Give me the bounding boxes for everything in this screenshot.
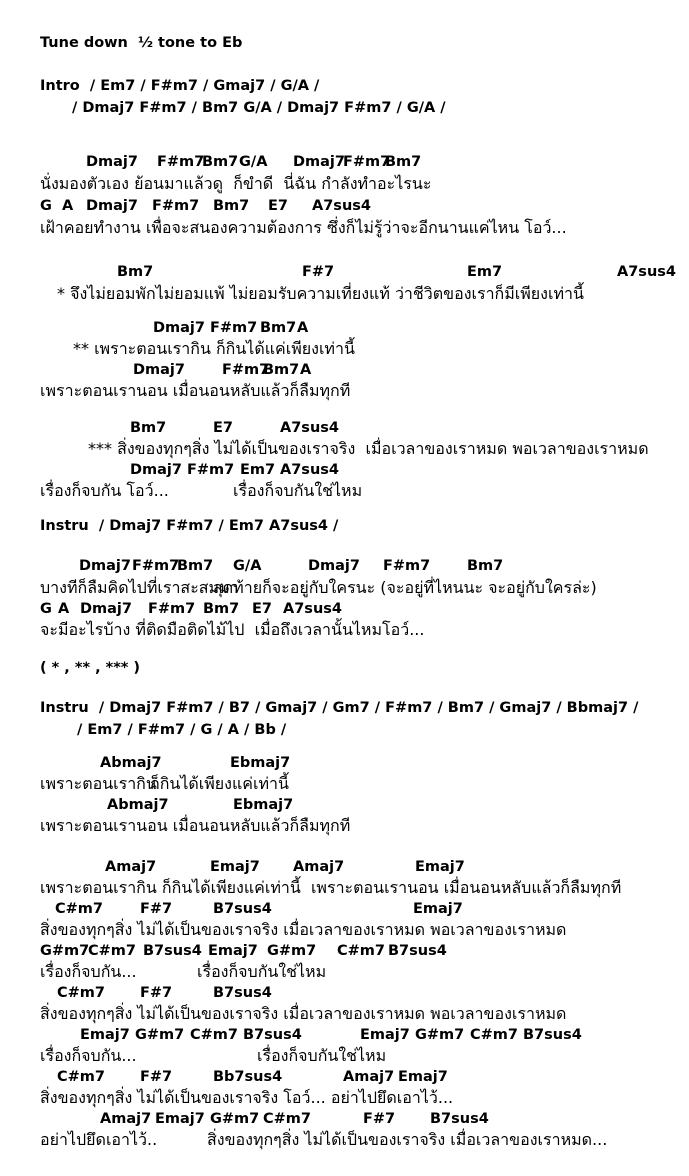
- chord-token: Bm7: [117, 264, 154, 280]
- text-segment: Intro / Em7 / F#m7 / Gmaj7 / G/A /: [40, 78, 320, 94]
- chord-token: G#m7: [135, 1027, 185, 1043]
- chord-token: C#m7: [190, 1027, 238, 1043]
- text-segment: สุดท้ายก็จะอยู่กับใครนะ (จะอยู่ที่ไหนนะ จะอยู่กับใครล่ะ): [213, 578, 597, 597]
- chord-token: C#m7: [337, 943, 385, 959]
- chord-token: C#m7: [88, 943, 136, 959]
- chord-token: Emaj7: [210, 859, 260, 875]
- chord-token: Ebmaj7: [233, 797, 294, 813]
- text-segment: ก็กินได้เพียงแค่เท่านี้: [150, 774, 289, 793]
- text-segment: เฝ้าคอยทำงาน เพื่อจะสนองความต้องการ ซึ่งก็ไม่รู้ว่าจะอีกนานแค่ไหน โอว์...: [40, 218, 567, 237]
- text-segment: เพราะตอนเรานอน เมื่อนอนหลับแล้วก็ลืมทุกที: [40, 381, 351, 400]
- chord-token: Emaj7: [398, 1069, 448, 1085]
- text-segment: เรื่องก็จบกันใช่ไหม: [197, 962, 327, 981]
- chord-token: Emaj7: [415, 859, 465, 875]
- chord-token: B7sus4: [213, 901, 272, 917]
- chord-token: Amaj7: [105, 859, 157, 875]
- text-segment: เรื่องก็จบกันใช่ไหม: [233, 481, 363, 500]
- chord-token: E7: [268, 198, 288, 214]
- chord-token: E7: [252, 601, 272, 617]
- chord-token: B7sus4: [243, 1027, 302, 1043]
- chord-token: A7sus4: [280, 420, 339, 436]
- text-segment: ( * , ** , *** ): [40, 660, 141, 676]
- chord-token: F#m7: [152, 198, 200, 214]
- chord-token: Amaj7: [343, 1069, 395, 1085]
- chord-token: G/A: [233, 558, 262, 574]
- chord-token: F#7: [363, 1111, 396, 1127]
- chord-token: E7: [213, 420, 233, 436]
- chord-token: Dmaj7: [293, 154, 345, 170]
- chord-token: G: [40, 601, 52, 617]
- chord-token: B7sus4: [430, 1111, 489, 1127]
- chord-token: F#m7: [222, 362, 270, 378]
- text-segment: สิ่งของทุกๆสิ่ง ไม่ได้เป็นของเราจริง โอว์... อย่าไปยึดเอาไว้...: [40, 1088, 454, 1107]
- text-segment: เพราะตอนเรานอน เมื่อนอนหลับแล้วก็ลืมทุกที: [40, 816, 351, 835]
- text-segment: เรื่องก็จบกัน...: [40, 1046, 137, 1065]
- text-segment: บางทีก็ลืมคิดไปที่เราสะสมมา: [40, 578, 239, 597]
- chord-token: Bm7: [467, 558, 504, 574]
- chord-token: A7sus4: [312, 198, 371, 214]
- chord-token: Dmaj7: [133, 362, 185, 378]
- chord-token: A: [300, 362, 312, 378]
- text-segment: ** เพราะตอนเรากิน ก็กินได้แค่เพียงเท่านี้: [73, 339, 355, 358]
- text-segment: เรื่องก็จบกัน...: [40, 962, 137, 981]
- chord-token: Bm7: [260, 320, 297, 336]
- chord-token: C#m7: [470, 1027, 518, 1043]
- text-segment: เรื่องก็จบกันใช่ไหม: [257, 1046, 387, 1065]
- chord-token: F#m7: [210, 320, 258, 336]
- chord-token: Emaj7: [80, 1027, 130, 1043]
- text-segment: สิ่งของทุกๆสิ่ง ไม่ได้เป็นของเราจริง เมื่อเวลาของเราหมด...: [207, 1130, 608, 1149]
- chord-token: Bm7: [130, 420, 167, 436]
- text-segment: / Dmaj7 F#m7 / Bm7 G/A / Dmaj7 F#m7 / G/A /: [72, 100, 446, 116]
- text-segment: จะมีอะไรบ้าง ที่ติดมือติดไม้ไป เมื่อถึงเวลานั้นไหมโอว์...: [40, 620, 425, 639]
- chord-token: C#m7: [263, 1111, 311, 1127]
- text-segment: * จึงไม่ยอมพักไม่ยอมแพ้ ไม่ยอมรับความเที่ยงแท้ ว่าชีวิตของเราก็มีเพียงเท่านี้: [57, 284, 584, 303]
- chord-token: C#m7: [57, 1069, 105, 1085]
- chord-token: G#m7: [267, 943, 317, 959]
- text-segment: Instru / Dmaj7 F#m7 / B7 / Gmaj7 / Gm7 / F#m7 / Bm7 / Gmaj7 / Bbmaj7 /: [40, 700, 639, 716]
- text-segment: สิ่งของทุกๆสิ่ง ไม่ได้เป็นของเราจริง เมื่อเวลาของเราหมด พอเวลาของเราหมด: [40, 1004, 567, 1023]
- text-segment: อย่าไปยึดเอาไว้..: [40, 1130, 158, 1149]
- chord-token: F#m7: [148, 601, 196, 617]
- chord-token: Dmaj7: [86, 198, 138, 214]
- text-segment: เรื่องก็จบกัน โอว์...: [40, 481, 169, 500]
- chord-token: B7sus4: [523, 1027, 582, 1043]
- chord-token: Emaj7: [360, 1027, 410, 1043]
- chord-token: F#7: [140, 1069, 173, 1085]
- chord-token: F#m7: [157, 154, 205, 170]
- chord-token: F#m7: [383, 558, 431, 574]
- chord-token: Ebmaj7: [230, 755, 291, 771]
- text-segment: Tune down ½ tone to Eb: [40, 35, 243, 51]
- chord-token: G#m7: [40, 943, 90, 959]
- chord-token: Emaj7: [413, 901, 463, 917]
- chord-token: Bm7: [385, 154, 422, 170]
- chord-token: G: [40, 198, 52, 214]
- chord-token: Em7: [467, 264, 503, 280]
- chord-token: Emaj7: [155, 1111, 205, 1127]
- chord-token: C#m7: [55, 901, 103, 917]
- chord-token: A7sus4: [280, 462, 339, 478]
- chord-token: F#m7: [132, 558, 180, 574]
- chord-token: A: [58, 601, 70, 617]
- chord-token: Emaj7: [208, 943, 258, 959]
- chord-token: Bm7: [177, 558, 214, 574]
- chord-token: A: [297, 320, 309, 336]
- chord-token: G#m7: [415, 1027, 465, 1043]
- text-segment: / Em7 / F#m7 / G / A / Bb /: [77, 722, 287, 738]
- chord-token: Amaj7: [293, 859, 345, 875]
- chord-token: F#m7: [187, 462, 235, 478]
- chord-token: F#7: [302, 264, 335, 280]
- chord-token: Dmaj7: [79, 558, 131, 574]
- text-segment: เพราะตอนเรากิน ก็กินได้เพียงแค่เท่านี้ เพราะตอนเรานอน เมื่อนอนหลับแล้วก็ลืมทุกที: [40, 878, 622, 897]
- chord-token: F#7: [140, 901, 173, 917]
- text-segment: Instru / Dmaj7 F#m7 / Em7 A7sus4 /: [40, 518, 339, 534]
- chord-token: G#m7: [210, 1111, 260, 1127]
- chord-token: Dmaj7: [153, 320, 205, 336]
- chord-token: Dmaj7: [80, 601, 132, 617]
- chord-token: F#7: [140, 985, 173, 1001]
- chord-token: Amaj7: [100, 1111, 152, 1127]
- chord-token: B7sus4: [213, 985, 272, 1001]
- chord-token: A: [62, 198, 74, 214]
- chord-token: Bm7: [202, 154, 239, 170]
- chord-token: Dmaj7: [308, 558, 360, 574]
- text-segment: เพราะตอนเรากิน: [40, 774, 157, 793]
- chord-token: Dmaj7: [130, 462, 182, 478]
- chord-token: B7sus4: [143, 943, 202, 959]
- chord-token: Em7: [240, 462, 276, 478]
- chord-token: B7sus4: [388, 943, 447, 959]
- chord-token: Bm7: [263, 362, 300, 378]
- chord-token: A7sus4: [283, 601, 342, 617]
- chord-token: Dmaj7: [86, 154, 138, 170]
- chord-token: C#m7: [57, 985, 105, 1001]
- chord-token: Bm7: [213, 198, 250, 214]
- chord-token: Bb7sus4: [213, 1069, 283, 1085]
- chord-token: F#m7: [343, 154, 391, 170]
- chord-token: A7sus4: [617, 264, 676, 280]
- chord-token: Abmaj7: [100, 755, 162, 771]
- chord-token: G/A: [239, 154, 268, 170]
- text-segment: นั่งมองตัวเอง ย้อนมาแล้วดู ก็ขำดี นี่ฉัน กำลังทำอะไรนะ: [40, 174, 432, 193]
- chord-token: Abmaj7: [107, 797, 169, 813]
- text-segment: สิ่งของทุกๆสิ่ง ไม่ได้เป็นของเราจริง เมื่อเวลาของเราหมด พอเวลาของเราหมด: [40, 920, 567, 939]
- text-segment: *** สิ่งของทุกๆสิ่ง ไม่ได้เป็นของเราจริง เมื่อเวลาของเราหมด พอเวลาของเราหมด: [88, 439, 649, 458]
- chord-token: Bm7: [203, 601, 240, 617]
